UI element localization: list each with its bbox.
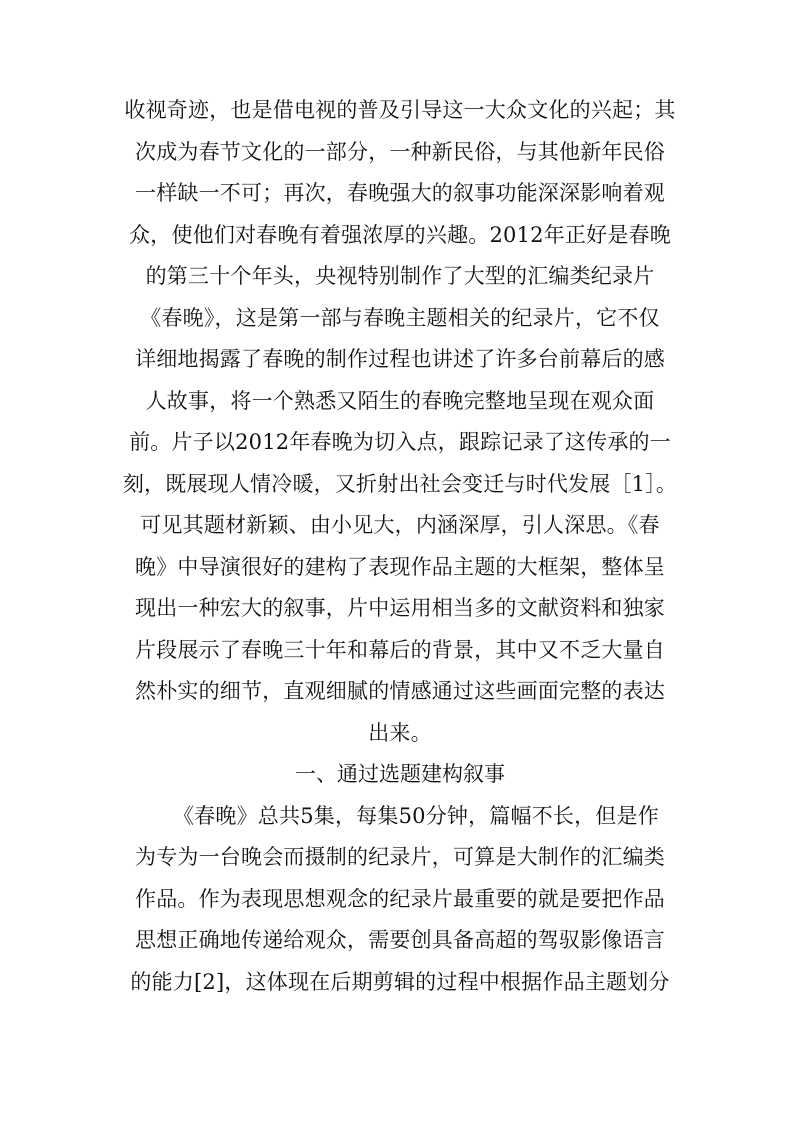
- paragraph-line: 片段展示了春晚三十年和幕后的背景，其中又不乏大量自: [135, 637, 665, 662]
- paragraph-line: 的第三十个年头，央视特别制作了大型的汇编类纪录片: [145, 264, 655, 288]
- section-heading: 一、通过选题建构叙事: [295, 762, 505, 786]
- paragraph-line: 出来。: [368, 720, 432, 745]
- paragraph-line: 思想正确地传递给观众，需要创具备高超的驾驭影像语言: [135, 928, 665, 952]
- paragraph-line: 现出一种宏大的叙事，片中运用相当多的文献资料和独家: [135, 596, 665, 620]
- paragraph-line: 可见其题材新颖、由小见大，内涵深厚，引人深思。《春: [140, 513, 660, 537]
- paragraph-line: 详细地揭露了春晚的制作过程也讲述了许多台前幕后的感: [135, 347, 665, 371]
- paragraph-line: 次成为春节文化的一部分，一种新民俗，与其他新年民俗: [135, 139, 665, 164]
- paragraph-line: 《春晚》总共5集，每集50分钟，篇幅不长，但是作: [141, 803, 659, 828]
- paragraph-line: 刻，既展现人情冷暖，又折射出社会变迁与时代发展［1］。: [122, 471, 678, 496]
- paragraph-line: 众，使他们对春晚有着强浓厚的兴趣。2012年正好是春晚: [129, 222, 671, 247]
- paragraph-line: 为专为一台晚会而摄制的纪录片，可算是大制作的汇编类: [135, 845, 665, 869]
- paragraph-line: 前。片子以2012年春晚为切入点，跟踪记录了这传承的一: [129, 430, 671, 454]
- document-body: [120, 90, 680, 1003]
- paragraph-line: 人故事，将一个熟悉又陌生的春晚完整地呈现在观众面: [145, 388, 655, 413]
- paragraph-line: 然朴实的细节，直观细腻的情感通过这些画面完整的表达: [135, 679, 665, 703]
- paragraph-line: 《春晚》，这是第一部与春晚主题相关的纪录片，它不仅: [140, 305, 660, 330]
- paragraph-line: 收视奇迹，也是借电视的普及引导这一大众文化的兴起；其: [124, 98, 676, 122]
- paragraph-line: 的能力[2]，这体现在后期剪辑的过程中根据作品主题划分: [130, 969, 670, 994]
- paragraph-line: 晚》中导演很好的建构了表现作品主题的大框架，整体呈: [135, 554, 665, 579]
- paragraph-line: 作品。作为表现思想观念的纪录片最重要的就是要把作品: [135, 886, 665, 911]
- paragraph-line: 一样缺一不可；再次，春晚强大的叙事功能深深影响着观: [135, 181, 665, 205]
